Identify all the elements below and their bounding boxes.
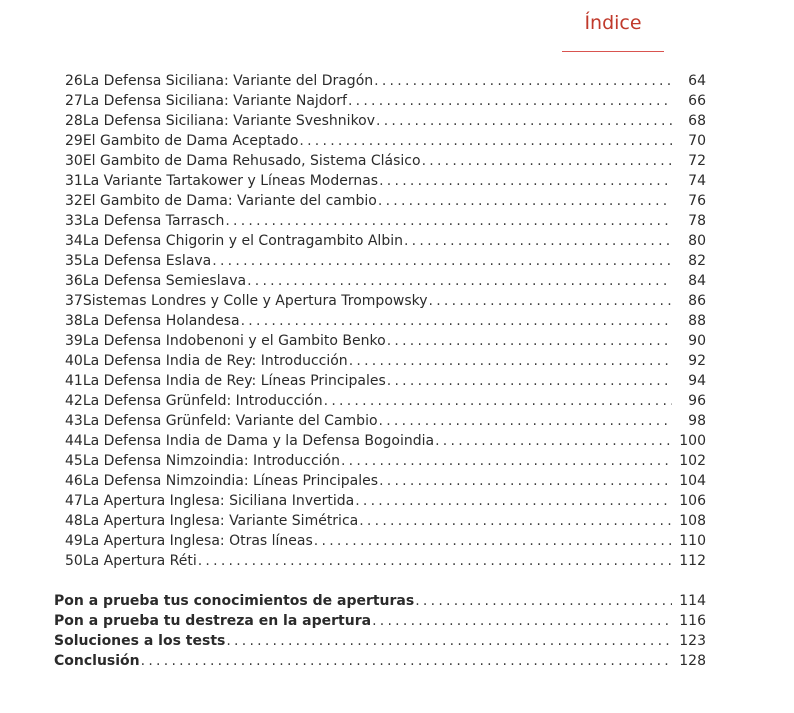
toc-entry [60, 411, 706, 431]
toc-entry [60, 331, 706, 351]
page-number: 128 [679, 653, 706, 669]
toc-entry [60, 191, 706, 211]
toc-section-entry [54, 591, 706, 611]
dot-leader [372, 611, 672, 631]
chapter-number: 48 [65, 513, 83, 529]
chapter-number: 39 [65, 333, 83, 349]
page-number: 80 [688, 233, 706, 249]
page-number: 90 [688, 333, 706, 349]
page-number: 98 [688, 413, 706, 429]
chapter-title: La Defensa India de Rey: Líneas Principales [82, 373, 386, 389]
toc-entry [60, 351, 706, 371]
dot-leader [141, 651, 672, 671]
toc-section-entry [54, 611, 706, 631]
page-number: 108 [679, 513, 706, 529]
toc-entry [60, 531, 706, 551]
page-number: 74 [688, 173, 706, 189]
toc-entry [60, 251, 706, 271]
toc-entry [60, 311, 706, 331]
chapter-title: La Apertura Inglesa: Variante Simétrica [82, 513, 359, 529]
chapter-title: La Defensa Eslava [82, 253, 212, 269]
toc-entry [60, 131, 706, 151]
chapter-title: La Defensa Indobenoni y el Gambito Benko [82, 333, 386, 349]
chapter-title: La Defensa Siciliana: Variante Najdorf [82, 93, 347, 109]
page-number: 112 [679, 553, 706, 569]
toc-entry [60, 211, 706, 231]
chapter-title: La Defensa Nimzoindia: Líneas Principales [82, 473, 379, 489]
toc-entry [60, 91, 706, 111]
dot-leader [379, 411, 672, 431]
chapter-title: La Defensa Tarrasch [82, 213, 225, 229]
chapter-number: 28 [65, 113, 83, 129]
dot-leader [314, 531, 672, 551]
chapter-number: 32 [65, 193, 83, 209]
section-title: Pon a prueba tu destreza en la apertura [54, 613, 372, 629]
toc-entry [60, 431, 706, 451]
dot-leader [349, 351, 672, 371]
dot-leader [387, 371, 672, 391]
dot-leader [404, 231, 672, 251]
chapter-number: 42 [65, 393, 83, 409]
chapter-number: 34 [65, 233, 83, 249]
dot-leader [374, 71, 672, 91]
dot-leader [198, 551, 672, 571]
toc-entry [60, 491, 706, 511]
dot-leader [378, 191, 672, 211]
chapter-title: El Gambito de Dama Aceptado [82, 133, 299, 149]
chapter-number: 45 [65, 453, 83, 469]
toc-entry [60, 111, 706, 131]
dot-leader [225, 211, 672, 231]
dot-leader [247, 271, 672, 291]
chapter-title: La Defensa Holandesa [82, 313, 240, 329]
chapter-title: Sistemas Londres y Colle y Apertura Trompowsky [82, 293, 428, 309]
chapter-number: 26 [65, 73, 83, 89]
page-number: 110 [679, 533, 706, 549]
chapter-title: El Gambito de Dama: Variante del cambio [82, 193, 377, 209]
page-number: 116 [679, 613, 706, 629]
page-number: 72 [688, 153, 706, 169]
page-number: 76 [688, 193, 706, 209]
dot-leader [415, 591, 672, 611]
chapter-title: La Apertura Réti [82, 553, 197, 569]
chapter-number: 27 [65, 93, 83, 109]
page-number: 123 [679, 633, 706, 649]
chapter-number: 49 [65, 533, 83, 549]
dot-leader [376, 111, 672, 131]
chapter-title: La Defensa Grünfeld: Introducción [82, 393, 323, 409]
chapter-number: 29 [65, 133, 83, 149]
toc-entry [60, 71, 706, 91]
chapter-title: La Apertura Inglesa: Siciliana Invertida [82, 493, 355, 509]
chapter-title: La Defensa Nimzoindia: Introducción [82, 453, 340, 469]
dot-leader [422, 151, 672, 171]
toc-entry [60, 231, 706, 251]
chapter-title: La Defensa Semieslava [82, 273, 247, 289]
page-number: 64 [688, 73, 706, 89]
page-number: 86 [688, 293, 706, 309]
dot-leader [324, 391, 672, 411]
chapter-number: 37 [65, 293, 83, 309]
chapter-title: La Variante Tartakower y Líneas Modernas [82, 173, 379, 189]
toc-entry [60, 291, 706, 311]
dot-leader [379, 471, 672, 491]
toc-section-entry [54, 651, 706, 671]
toc-section-entry [54, 631, 706, 651]
toc-entry [60, 511, 706, 531]
chapter-title: El Gambito de Dama Rehusado, Sistema Clásico [82, 153, 421, 169]
page-number: 78 [688, 213, 706, 229]
chapter-number: 44 [65, 433, 83, 449]
page-number: 66 [688, 93, 706, 109]
chapter-number: 38 [65, 313, 83, 329]
chapter-number: 46 [65, 473, 83, 489]
chapter-number: 50 [65, 553, 83, 569]
page-number: 104 [679, 473, 706, 489]
chapter-title: La Defensa Grünfeld: Variante del Cambio [82, 413, 378, 429]
chapter-title: La Defensa Siciliana: Variante del Dragón [82, 73, 374, 89]
chapter-number: 43 [65, 413, 83, 429]
page-number: 114 [679, 593, 706, 609]
dot-leader [348, 91, 672, 111]
dot-leader [299, 131, 672, 151]
chapter-number: 35 [65, 253, 83, 269]
toc-entry [60, 371, 706, 391]
chapter-number: 40 [65, 353, 83, 369]
toc-entry [60, 451, 706, 471]
dot-leader [226, 631, 672, 651]
dot-leader [435, 431, 672, 451]
dot-leader [387, 331, 672, 351]
dot-leader [241, 311, 672, 331]
page-number: 68 [688, 113, 706, 129]
section-title: Soluciones a los tests [54, 633, 226, 649]
page-number: 84 [688, 273, 706, 289]
dot-leader [359, 511, 672, 531]
chapter-number: 36 [65, 273, 83, 289]
toc-entry [60, 551, 706, 571]
section-title: Pon a prueba tus conocimientos de aperturas [54, 593, 415, 609]
chapter-number: 33 [65, 213, 83, 229]
chapter-title: La Apertura Inglesa: Otras líneas [82, 533, 313, 549]
dot-leader [355, 491, 672, 511]
toc-entry [60, 271, 706, 291]
page-number: 70 [688, 133, 706, 149]
page-number: 100 [679, 433, 706, 449]
toc-entry [60, 171, 706, 191]
page-number: 88 [688, 313, 706, 329]
chapter-number: 41 [65, 373, 83, 389]
chapter-title: La Defensa India de Rey: Introducción [82, 353, 348, 369]
toc-entry [60, 471, 706, 491]
chapter-title: La Defensa India de Dama y la Defensa Bogoindia [82, 433, 435, 449]
page-number: 96 [688, 393, 706, 409]
dot-leader [212, 251, 672, 271]
page-title: Índice [584, 12, 642, 34]
toc-entry [60, 391, 706, 411]
chapter-title: La Defensa Siciliana: Variante Sveshnikov [82, 113, 376, 129]
chapter-title: La Defensa Chigorin y el Contragambito Albin [82, 233, 403, 249]
page-number: 102 [679, 453, 706, 469]
dot-leader [341, 451, 672, 471]
chapter-number: 47 [65, 493, 83, 509]
page-number: 82 [688, 253, 706, 269]
page-number: 94 [688, 373, 706, 389]
dot-leader [379, 171, 672, 191]
chapter-number: 30 [65, 153, 83, 169]
title-underline [562, 51, 664, 52]
section-title: Conclusión [54, 653, 140, 669]
page-number: 106 [679, 493, 706, 509]
page-number: 92 [688, 353, 706, 369]
dot-leader [429, 291, 672, 311]
chapter-number: 31 [65, 173, 83, 189]
toc-entry [60, 151, 706, 171]
